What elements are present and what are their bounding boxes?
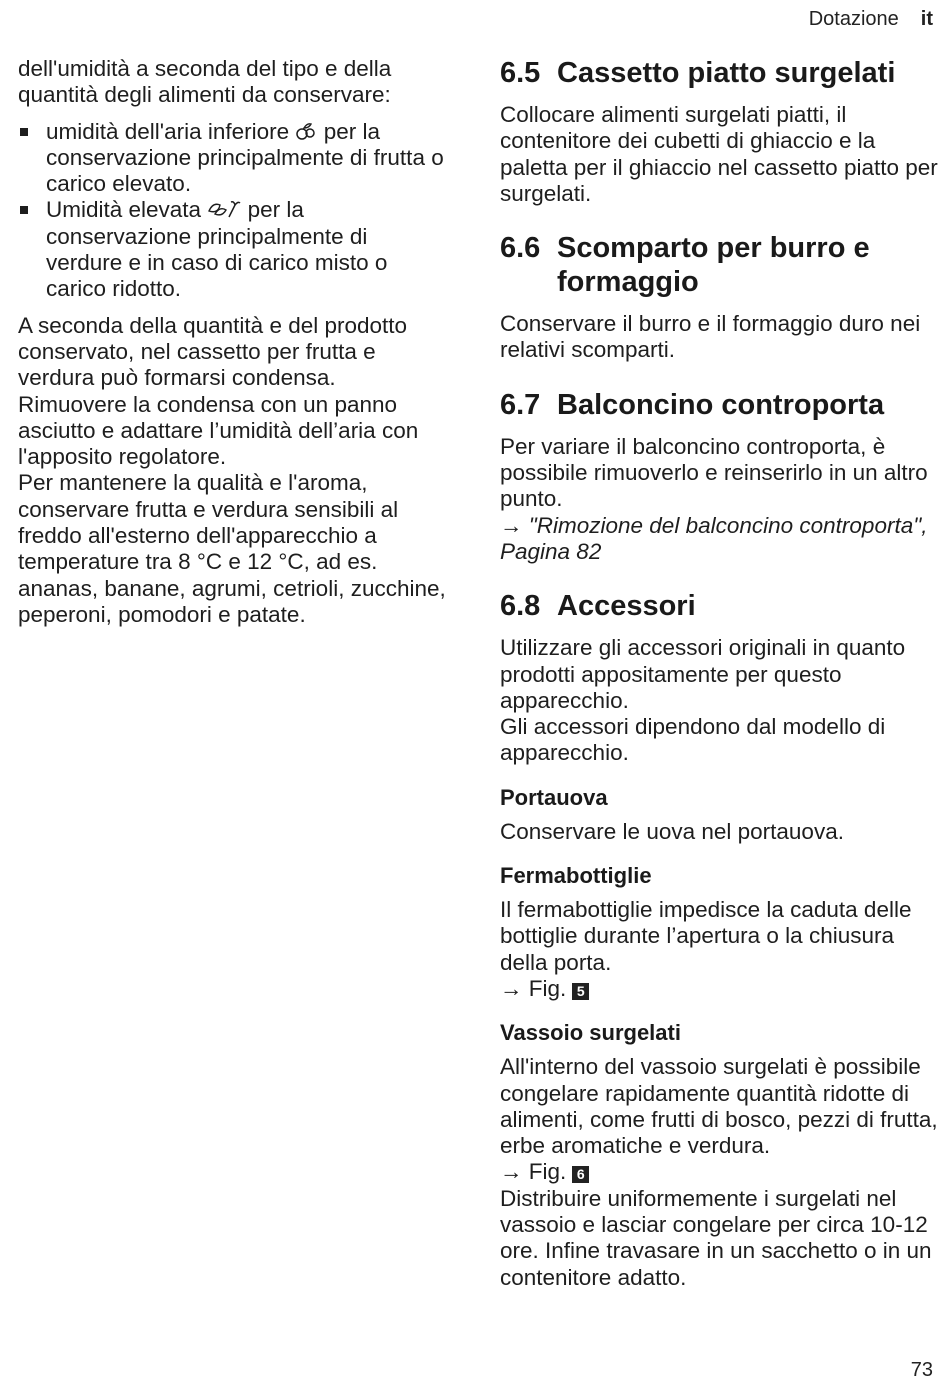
list-item-high-humidity	[18, 197, 448, 302]
cross-reference-link[interactable]: "Rimozione del balconcino controporta", Pagina 82	[500, 512, 928, 564]
section-number: 6.5	[500, 57, 541, 89]
bullet-2-before: Umidità elevata	[46, 197, 202, 223]
bullet-2-after: per la conservazione principalmente di verdure e in caso di carico misto o carico ridotto.	[46, 197, 388, 302]
section-title: Balconcino controporta	[557, 388, 885, 421]
subsection-title: Fermabottiglie	[500, 863, 652, 889]
bullet-square-icon	[20, 128, 28, 136]
figure-reference[interactable]	[500, 976, 940, 1002]
subsection-body-1: All'interno del vassoio surgelati è possibile congelare rapidamente quantità ridotte di alimenti, come frutti di bosco, pezzi di frutta, erbe aromatiche e verdura.	[500, 1054, 938, 1159]
section-title: Cassetto piatto surgelati	[557, 57, 896, 89]
section-6-6	[500, 231, 940, 364]
subsection-body: Il fermabottiglie impedisce la caduta delle bottiglie durante l’apertura o la chiusura della porta.	[500, 897, 912, 975]
left-paragraph-4: Per mantenere la qualità e l'aroma, conservare frutta e verdura sensibili al freddo all'esterno dell'apparecchio a temperature tra 8 °C e 12 °C, ad es. ananas, banane, agrumi, cetrioli, zucchine, peperoni, pomodori e patate.	[18, 470, 446, 627]
section-body: Per variare il balconcino controporta, è possibile rimuoverlo e reinserirlo in un altro punto.	[500, 433, 928, 512]
arrow-right-icon: →	[500, 512, 523, 538]
section-6-8	[500, 589, 940, 1291]
subsection-body: Conservare le uova nel portauova.	[500, 818, 844, 844]
section-body: Collocare alimenti surgelati piatti, il contenitore dei cubetti di ghiaccio e la paletta per il ghiaccio nel cassetto piatto per surgelati.	[500, 102, 938, 206]
figure-number-badge: 5	[572, 983, 589, 1000]
section-body-1: Utilizzare gli accessori originali in quanto prodotti appositamente per questo apparecchio.	[500, 635, 906, 713]
right-column	[500, 56, 940, 1315]
left-paragraph-3: Rimuovere la condensa con un panno asciutto e adattare l’umidità dell’aria con l'apposito regolatore.	[18, 391, 419, 470]
fruit-symbol-icon	[295, 121, 317, 141]
subsection-fermabottiglie	[500, 863, 940, 1002]
running-header	[809, 8, 933, 31]
section-heading	[500, 388, 940, 422]
bullet-1-after: per la conservazione principalmente di frutta o carico elevato.	[46, 118, 444, 197]
left-column	[18, 56, 448, 638]
section-number: 6.6	[500, 232, 541, 265]
section-heading	[500, 231, 940, 299]
figure-reference-label: → Fig.	[500, 975, 567, 1001]
list-item-low-humidity	[18, 119, 448, 198]
section-6-7	[500, 388, 940, 565]
section-6-5	[500, 56, 940, 207]
figure-reference[interactable]	[500, 1159, 940, 1185]
section-number: 6.7	[500, 388, 541, 421]
section-title: Accessori	[557, 590, 696, 623]
subsection-vassoio-surgelati	[500, 1020, 940, 1291]
left-paragraph-1: dell'umidità a seconda del tipo e della quantità degli alimenti da conservare:	[18, 56, 392, 108]
humidity-list	[18, 119, 448, 303]
section-body: Conservare il burro e il formaggio duro nei relativi scomparti.	[500, 311, 921, 363]
header-language: it	[920, 8, 933, 30]
subsection-portauova	[500, 785, 940, 845]
bullet-square-icon	[20, 206, 28, 214]
subsection-body-2: Distribuire uniformemente i surgelati nel vassoio e lasciar congelare per circa 10-12 ore. Infine travasare in un sacchetto o in un contenitore adatto.	[500, 1185, 932, 1290]
section-heading	[500, 589, 940, 623]
section-heading	[500, 56, 940, 90]
left-paragraph-2: A seconda della quantità e del prodotto conservato, nel cassetto per frutta e verdura può formarsi condensa.	[18, 312, 408, 391]
section-title: Scomparto per burro e formaggio	[557, 232, 870, 299]
page-number: 73	[910, 1359, 933, 1381]
subsection-title: Vassoio surgelati	[500, 1020, 681, 1046]
bullet-1-before: umidità dell'aria inferiore	[46, 118, 290, 144]
section-number: 6.8	[500, 590, 541, 623]
header-section: Dotazione	[808, 8, 899, 30]
subsection-title: Portauova	[500, 784, 608, 810]
figure-number-badge: 6	[572, 1166, 589, 1183]
cross-reference[interactable]	[500, 513, 940, 566]
figure-reference-label: → Fig.	[500, 1159, 567, 1185]
vegetable-symbol-icon	[207, 199, 241, 219]
section-body-2: Gli accessori dipendono dal modello di apparecchio.	[500, 714, 886, 766]
